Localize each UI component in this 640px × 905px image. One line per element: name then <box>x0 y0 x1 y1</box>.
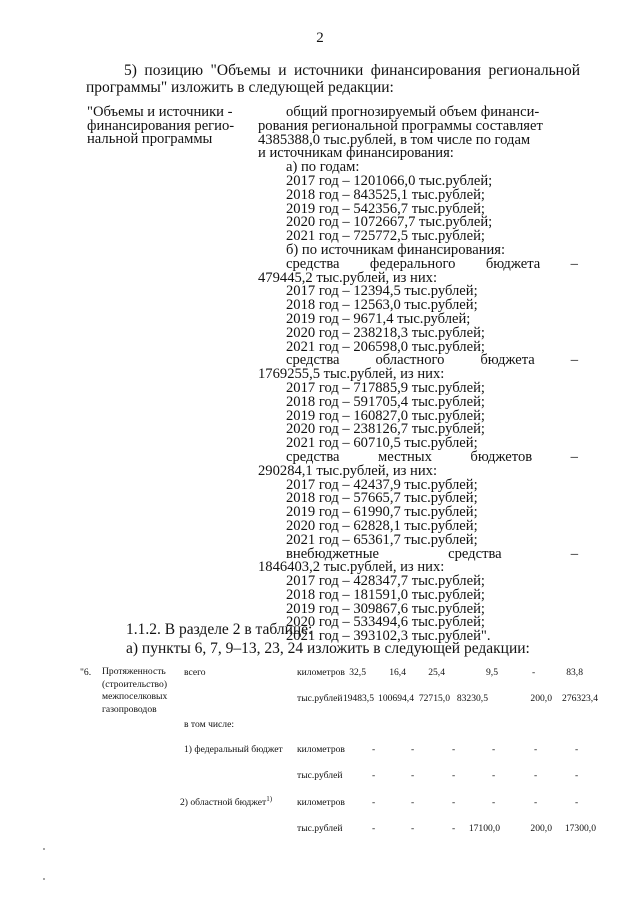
year-line: 2019 год – 542356,7 тыс.рублей; <box>286 200 485 217</box>
by-years-label: а) по годам: <box>286 159 360 176</box>
regional-budget-label: 2) областной бюджет$^{1)}$ <box>180 794 273 808</box>
extra-total: 1846403,2 тыс.рублей, из них: <box>258 559 445 576</box>
value-cell: - <box>534 770 538 781</box>
unit-cell: километров <box>297 667 345 678</box>
value-cell: 200,0 <box>530 823 552 834</box>
value-cell: - <box>411 797 415 808</box>
year-line: 2017 год – 12394,5 тыс.рублей; <box>286 283 478 300</box>
federal-total: 479445,2 тыс.рублей, из них: <box>258 269 438 286</box>
unit-cell: километров <box>297 797 345 808</box>
value-cell: - <box>411 823 415 834</box>
value-cell: - <box>534 744 538 755</box>
value-cell: 17300,0 <box>564 823 596 834</box>
value-cell: - <box>532 667 536 678</box>
value-cell: - <box>411 744 415 755</box>
year-line: 2021 год – 725772,5 тыс.рублей; <box>286 228 485 245</box>
subsection-heading: а) пункты 6, 7, 9–13, 23, 24 изложить в следующей редакции: <box>126 640 530 657</box>
value-cell: - <box>492 797 496 808</box>
description-line: и источникам финансирования: <box>258 145 454 162</box>
year-line: 2018 год – 57665,7 тыс.рублей; <box>286 490 478 507</box>
value-cell: - <box>372 823 376 834</box>
year-line: 2018 год – 591705,4 тыс.рублей; <box>286 393 485 410</box>
local-total: 290284,1 тыс.рублей, из них: <box>258 462 438 479</box>
value-cell: - <box>534 797 538 808</box>
year-line: 2017 год – 717885,9 тыс.рублей; <box>286 379 485 396</box>
value-cell: 19483,5 <box>342 693 374 704</box>
value-cell: 83,8 <box>566 667 583 678</box>
including-label: в том числе: <box>184 719 235 730</box>
year-line: 2019 год – 160827,0 тыс.рублей; <box>286 407 485 424</box>
value-cell: 100694,4 <box>378 693 414 704</box>
by-sources-label: б) по источникам финансирования: <box>286 241 506 258</box>
funding-label-line: нальной программы <box>87 131 213 147</box>
value-cell: 16,4 <box>389 667 406 678</box>
unit-cell: километров <box>297 744 345 755</box>
value-cell: 83230,5 <box>456 693 488 704</box>
year-line: 2018 год – 181591,0 тыс.рублей; <box>286 586 485 603</box>
value-cell: - <box>372 797 376 808</box>
value-cell: - <box>411 770 415 781</box>
description-line: рования региональной программы составляет <box>258 117 543 134</box>
local-source-line: средства местных бюджетов – <box>286 448 578 465</box>
federal-source-line: средства федерального бюджета – <box>286 255 578 272</box>
value-cell: 25,4 <box>428 667 445 678</box>
value-cell: 32,5 <box>349 667 366 678</box>
year-line: 2019 год – 9671,4 тыс.рублей; <box>286 310 471 327</box>
intro-paragraph: 5) позицию "Объемы и источники финансирования региональной программы" изложить в следующей редакции: <box>86 62 580 96</box>
value-cell: - <box>492 744 496 755</box>
year-line: 2019 год – 309867,6 тыс.рублей; <box>286 600 485 617</box>
value-cell: - <box>575 797 579 808</box>
regional-source-line: средства областного бюджета – <box>286 352 578 369</box>
value-cell: - <box>492 770 496 781</box>
value-cell: 17100,0 <box>468 823 500 834</box>
total-label: всего <box>184 667 206 678</box>
value-cell: - <box>575 770 579 781</box>
year-line: 2021 год – 65361,7 тыс.рублей; <box>286 531 478 548</box>
unit-cell: тыс.рублей <box>297 823 343 834</box>
year-line: 2017 год – 1201066,0 тыс.рублей; <box>286 172 493 189</box>
item-number: "6. <box>80 667 92 678</box>
value-cell: - <box>452 744 456 755</box>
year-line: 2020 год – 1072667,7 тыс.рублей; <box>286 214 493 231</box>
year-line: 2020 год – 62828,1 тыс.рублей; <box>286 517 478 534</box>
year-line: 2017 год – 428347,7 тыс.рублей; <box>286 573 485 590</box>
funding-label <box>87 106 257 147</box>
description-line: общий прогнозируемый объем финанси- <box>286 104 540 120</box>
year-line: 2017 год – 42437,9 тыс.рублей; <box>286 476 478 493</box>
value-cell: - <box>452 770 456 781</box>
page-number: 2 <box>316 30 324 46</box>
section-heading: 1.1.2. В разделе 2 в таблице: <box>126 621 313 638</box>
description-line: 4385388,0 тыс.рублей, в том числе по годам <box>258 131 531 148</box>
value-cell: - <box>575 744 579 755</box>
value-cell: 9,5 <box>486 667 498 678</box>
value-cell: - <box>452 823 456 834</box>
unit-cell: тыс.рублей <box>297 770 343 781</box>
year-line: 2019 год – 61990,7 тыс.рублей; <box>286 504 478 521</box>
value-cell: - <box>372 770 376 781</box>
regional-total: 1769255,5 тыс.рублей, из них: <box>258 366 445 383</box>
year-line: 2020 год – 533494,6 тыс.рублей; <box>286 614 485 631</box>
unit-cell: тыс.рублей <box>297 693 343 704</box>
federal-budget-label: 1) федеральный бюджет <box>184 744 283 755</box>
year-line: 2020 год – 238126,7 тыс.рублей; <box>286 421 485 438</box>
year-line: 2018 год – 843525,1 тыс.рублей; <box>286 186 485 203</box>
year-line: 2021 год – 60710,5 тыс.рублей; <box>286 435 478 452</box>
scan-speck <box>43 848 45 850</box>
value-cell: - <box>452 797 456 808</box>
funding-description <box>258 106 578 644</box>
value-cell: 72715,0 <box>418 693 450 704</box>
value-cell: 200,0 <box>530 693 552 704</box>
item-name: Протяженность (строительство) межпоселковых газопроводов <box>102 666 168 715</box>
value-cell: - <box>372 744 376 755</box>
year-line: 2021 год – 206598,0 тыс.рублей; <box>286 338 485 355</box>
funding-label-line: "Объемы и источники - <box>87 104 233 120</box>
funding-label-line: финансирования регио- <box>87 117 235 134</box>
year-line: 2018 год – 12563,0 тыс.рублей; <box>286 297 478 314</box>
extra-source-line: внебюджетные средства – <box>286 545 578 562</box>
value-cell: 276323,4 <box>562 693 598 704</box>
scan-speck <box>43 878 45 880</box>
year-line: 2020 год – 238218,3 тыс.рублей; <box>286 324 485 341</box>
year-line: 2021 год – 393102,3 тыс.рублей". <box>286 628 491 645</box>
